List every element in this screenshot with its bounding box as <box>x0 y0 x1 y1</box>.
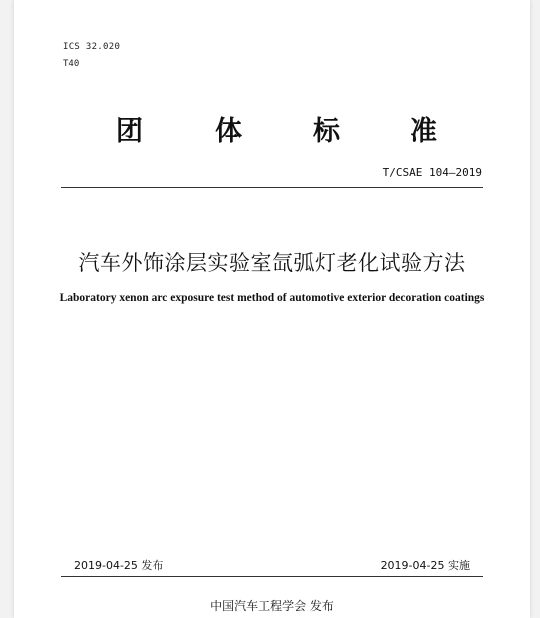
title-chinese: 汽车外饰涂层实验室氙弧灯老化试验方法 <box>78 251 466 275</box>
title-english: Laboratory xenon arc exposure test method of automotive exterior decoration coatings <box>59 292 485 304</box>
classification-code: T40 <box>63 59 80 69</box>
standard-type-char: 团 <box>116 116 143 147</box>
bottom-divider <box>61 576 483 577</box>
standard-type-char: 标 <box>313 116 340 147</box>
implement-date: 2019-04-25 实施 <box>380 559 470 572</box>
standard-number: T/CSAE 104—2019 <box>382 166 482 179</box>
publisher: 中国汽车工程学会 发布 <box>210 599 334 613</box>
standard-cover-page <box>14 0 530 618</box>
ics-code: ICS 32.020 <box>63 42 121 52</box>
standard-type-heading <box>14 112 530 152</box>
top-divider <box>61 187 483 188</box>
standard-type-char: 体 <box>215 116 242 147</box>
publish-date: 2019-04-25 发布 <box>74 559 164 572</box>
standard-type-char: 准 <box>410 116 437 147</box>
